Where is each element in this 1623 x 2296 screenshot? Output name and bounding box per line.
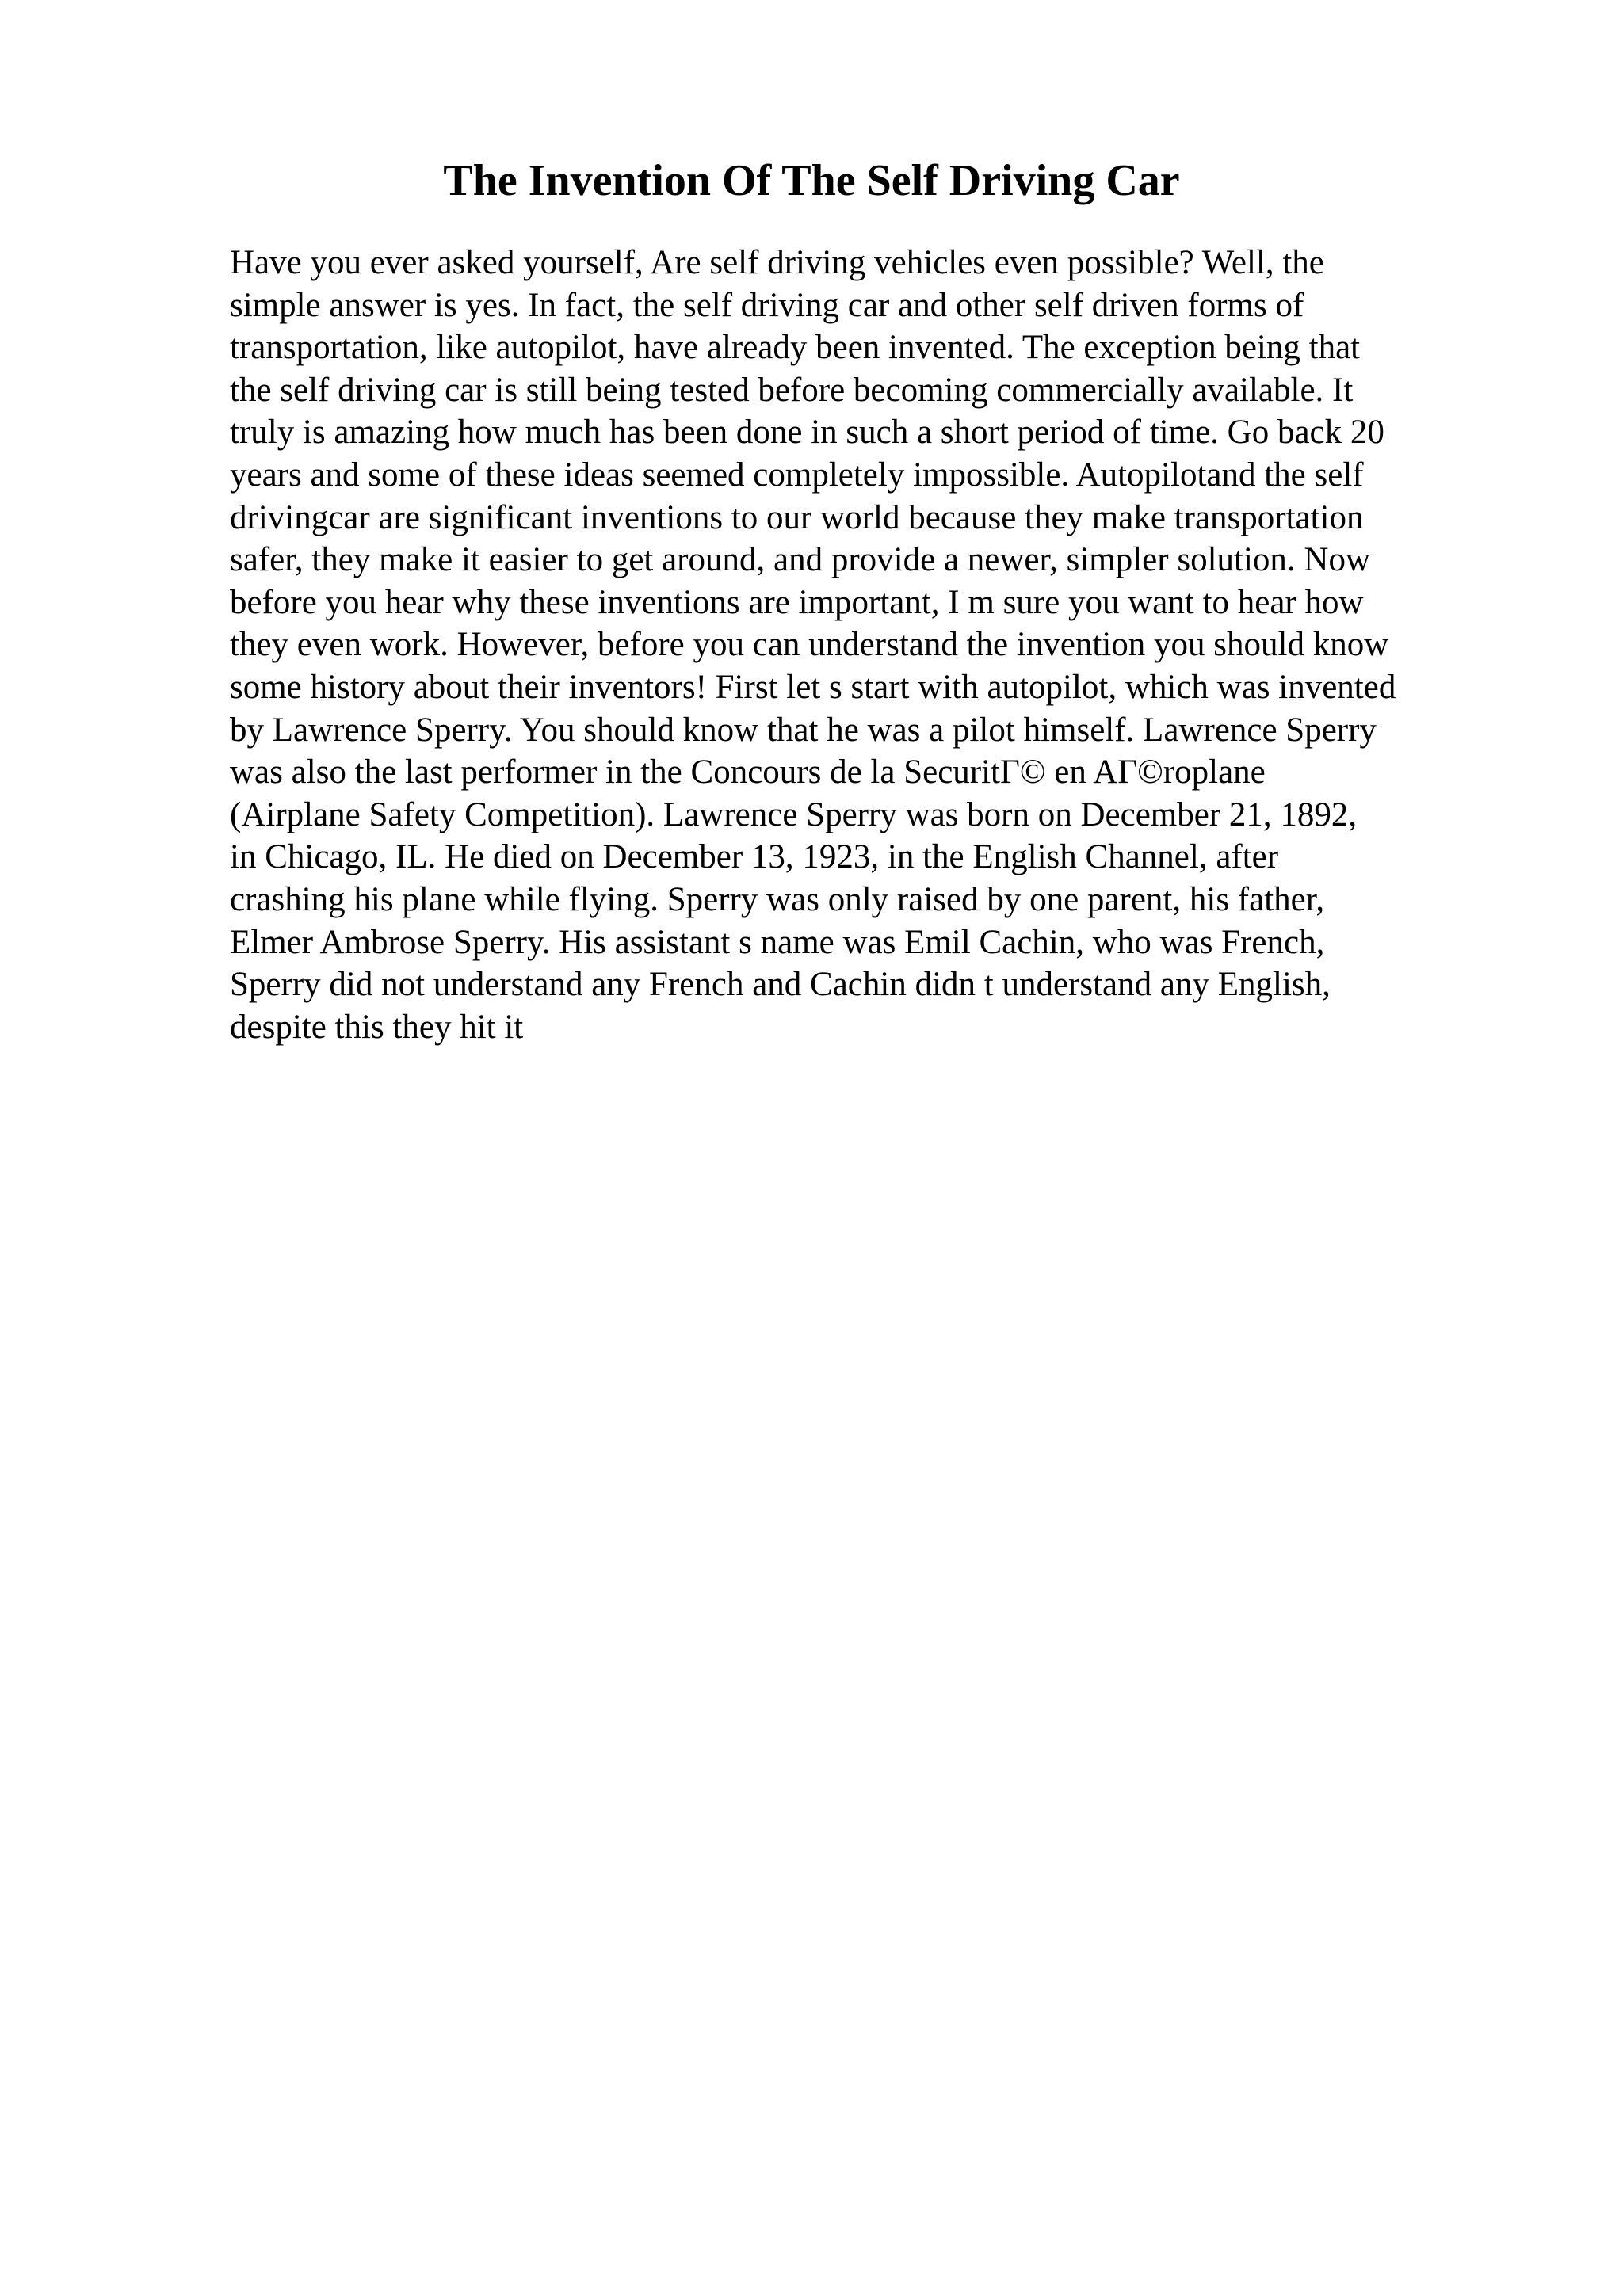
body-line: years and some of these ideas seemed completely impossible. Autopilotand the self <box>230 456 1364 494</box>
body-line: some history about their inventors! First let s start with autopilot, which was invented <box>230 668 1396 706</box>
document-body <box>230 242 1514 1048</box>
body-line: by Lawrence Sperry. You should know that he was a pilot himself. Lawrence Sperry <box>230 711 1377 749</box>
body-line: safer, they make it easier to get around, and provide a newer, simpler solution. Now <box>230 541 1371 579</box>
document-title: The Invention Of The Self Driving Car <box>443 156 1180 205</box>
body-line: they even work. However, before you can understand the invention you should know <box>230 626 1389 664</box>
body-line: Have you ever asked yourself, Are self driving vehicles even possible? Well, the <box>230 244 1324 281</box>
body-line: drivingcar are significant inventions to our world because they make transportation <box>230 498 1364 536</box>
body-line: Elmer Ambrose Sperry. His assistant s name was Emil Cachin, who was French, <box>230 923 1325 961</box>
body-line: crashing his plane while flying. Sperry was only raised by one parent, his father, <box>230 880 1325 918</box>
body-line: truly is amazing how much has been done in such a short period of time. Go back 20 <box>230 414 1384 452</box>
body-line: the self driving car is still being tested before becoming commercially available. It <box>230 371 1354 409</box>
body-line: transportation, like autopilot, have already been invented. The exception being that <box>230 329 1361 367</box>
body-line: before you hear why these inventions are important, I m sure you want to hear how <box>230 583 1364 621</box>
body-line: (Airplane Safety Competition). Lawrence Sperry was born on December 21, 1892, <box>230 795 1358 833</box>
body-line: Sperry did not understand any French and Cachin didn t understand any English, <box>230 966 1331 1004</box>
body-line: despite this they hit it <box>230 1008 524 1046</box>
body-line: was also the last performer in the Concours de la SecuritΓ© en AΓ©roplane <box>230 753 1266 791</box>
body-line: simple answer is yes. In fact, the self driving car and other self driven forms of <box>230 286 1304 324</box>
body-line: in Chicago, IL. He died on December 13, 1923, in the English Channel, after <box>230 838 1279 876</box>
